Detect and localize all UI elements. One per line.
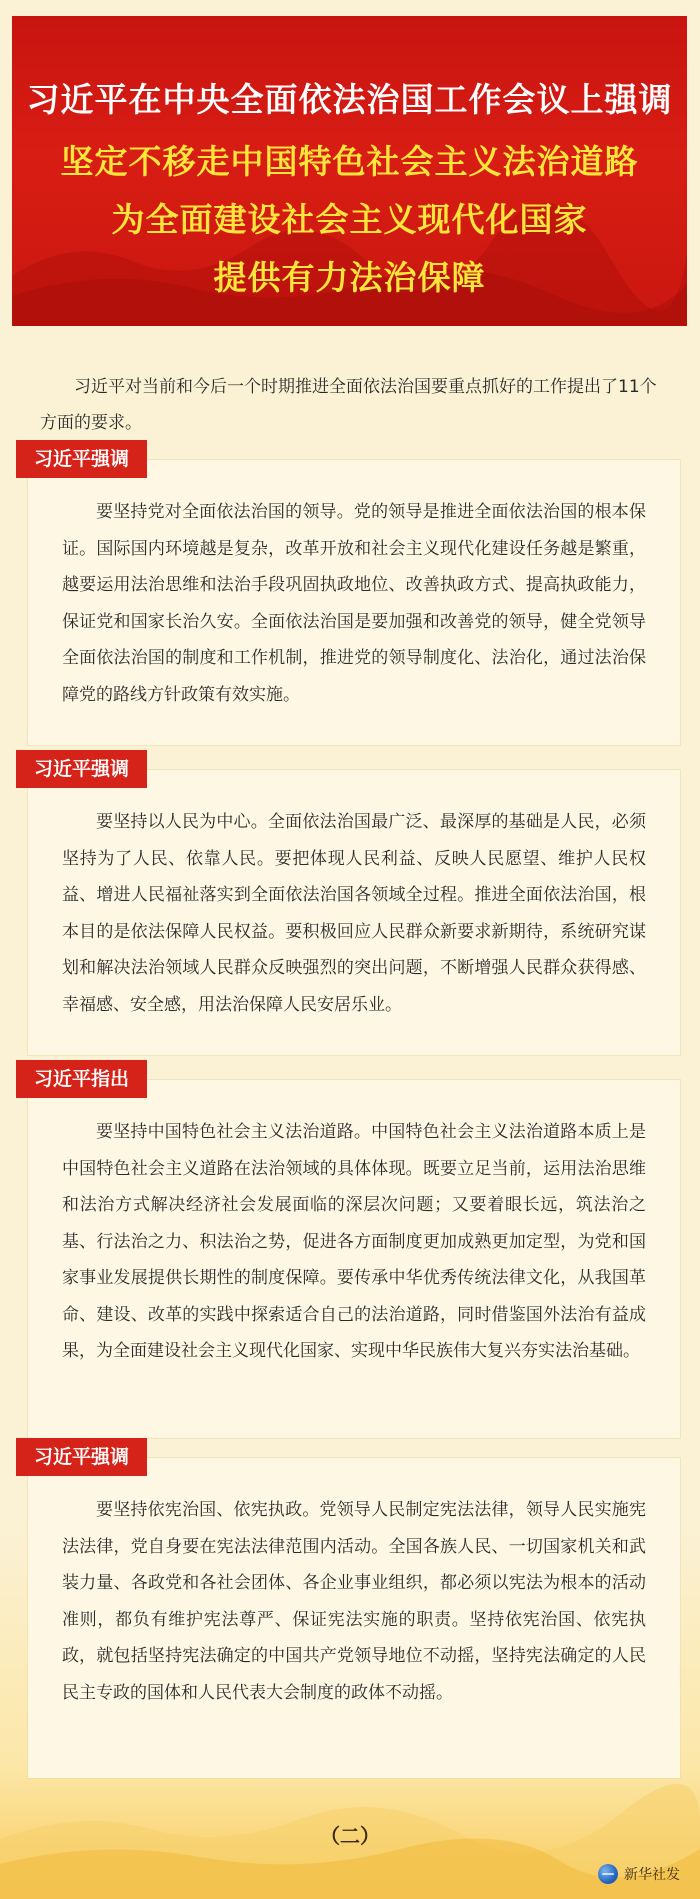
header-title-line-2: 坚定不移走中国特色社会主义法治道路 — [60, 142, 639, 181]
header-title-line-4: 提供有力法治保障 — [213, 258, 486, 297]
intro-paragraph: 习近平对当前和今后一个时期推进全面依法治国要重点抓好的工作提出了11个方面的要求。 — [40, 377, 657, 433]
section-content-box — [28, 460, 680, 745]
section-text: 要坚持依宪治国、依宪执政。党领导人民制定宪法法律，领导人民实施宪法法律，党自身要在宪法法律范围内活动。全国各族人民、一切国家机关和武装力量、各政党和各社会团体、各企业事业组织，都必须以宪法为根本的活动准则，都负有维护宪法尊严、保证宪法实施的职责。坚持依宪治国、依宪执政，就包括坚持宪法确定的中国共产党领导地位不动摇，坚持宪法确定的人民民主专政的国体和人民代表大会制度的政体不动摇。 — [62, 1500, 646, 1703]
section-tag: 习近平指出 — [16, 1060, 147, 1098]
page-number: （二） — [320, 1824, 380, 1848]
xinhua-globe-icon — [598, 1864, 618, 1884]
section-text: 要坚持中国特色社会主义法治道路。中国特色社会主义法治道路本质上是中国特色社会主义道路在法治领域的具体体现。既要立足当前，运用法治思维和法治方式解决经济社会发展面临的深层次问题；又要着眼长远，筑法治之基、行法治之力、积法治之势，促进各方面制度更加成熟更加定型，为党和国家事业发展提供长期性的制度保障。要传承中华优秀传统法律文化，从我国革命、建设、改革的实践中探索适合自己的法治道路，同时借鉴国外法治有益成果，为全面建设社会主义现代化国家、实现中华民族伟大复兴夯实法治基础。 — [62, 1122, 646, 1361]
section-content-box — [28, 770, 680, 1055]
source-label: 新华社发 — [624, 1867, 680, 1883]
section-tag: 习近平强调 — [16, 440, 147, 478]
section-tag: 习近平强调 — [16, 750, 147, 788]
header-title-line-1: 习近平在中央全面依法治国工作会议上强调 — [26, 80, 673, 119]
section-tag: 习近平强调 — [16, 1438, 147, 1476]
section-text: 要坚持党对全面依法治国的领导。党的领导是推进全面依法治国的根本保证。国际国内环境越是复杂，改革开放和社会主义现代化建设任务越是繁重，越要运用法治思维和法治手段巩固执政地位、改善执政方式、提高执政能力，保证党和国家长治久安。全面依法治国是要加强和改善党的领导，健全党领导全面依法治国的制度和工作机制，推进党的领导制度化、法治化，通过法治保障党的路线方针政策有效实施。 — [62, 502, 646, 705]
header-title-line-3: 为全面建设社会主义现代化国家 — [111, 200, 588, 239]
source-credit — [598, 1862, 680, 1886]
header-banner — [12, 16, 687, 326]
section-content-box — [28, 1080, 680, 1438]
section-content-box — [28, 1458, 680, 1778]
header-mountain-decoration — [12, 166, 687, 326]
section-text: 要坚持以人民为中心。全面依法治国最广泛、最深厚的基础是人民，必须坚持为了人民、依靠人民。要把体现人民利益、反映人民愿望、维护人民权益、增进人民福祉落实到全面依法治国各领域全过程。推进全面依法治国，根本目的是依法保障人民权益。要积极回应人民群众新要求新期待，系统研究谋划和解决法治领域人民群众反映强烈的突出问题，不断增强人民群众获得感、幸福感、安全感，用法治保障人民安居乐业。 — [62, 812, 646, 1015]
